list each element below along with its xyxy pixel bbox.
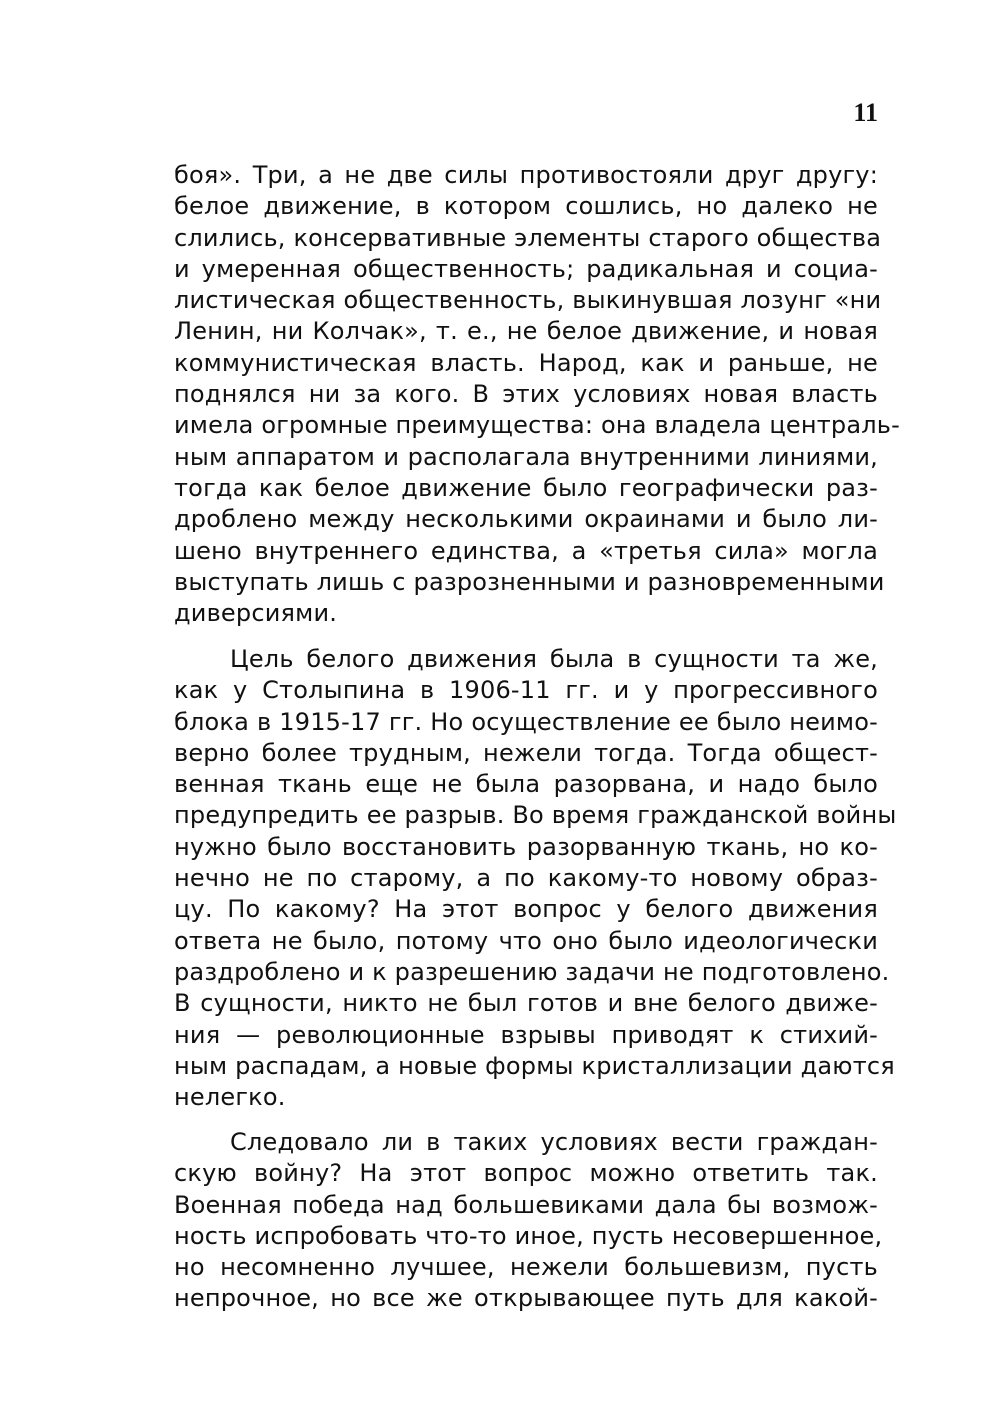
text-line: нечно не по старому, а по какому-то новому образ- [174, 864, 878, 893]
text-line: непрочное, но все же открывающее путь для какой- [174, 1284, 878, 1313]
text-line: нелегко. [174, 1083, 286, 1112]
text-line: листическая общественность, выкинувшая лозунг «ни [174, 286, 882, 315]
text-line: Цель белого движения была в сущности та же, [230, 645, 878, 673]
text-line: шено внутреннего единства, а «третья сила» могла [174, 536, 878, 565]
text-line: Военная победа над большевиками дала бы возмож- [174, 1190, 878, 1219]
text-line: коммунистическая власть. Народ, как и раньше, не [174, 348, 878, 377]
text-line: ным аппаратом и располагала внутренними линиями, [174, 442, 878, 471]
text-line: ность испробовать что-то иное, пусть несовершенное, [174, 1221, 883, 1250]
text-line: тогда как белое движение было географически раз- [174, 473, 878, 502]
text-line: венная ткань еще не была разорвана, и надо было [174, 770, 878, 799]
text-line: предупредить ее разрыв. Во время гражданской войны [174, 801, 897, 830]
text-line: верно более трудным, нежели тогда. Тогда общест- [174, 738, 878, 767]
text-line: ния — революционные взрывы приводят к стихий- [174, 1020, 878, 1049]
text-line: цу. По какому? На этот вопрос у белого движения [174, 895, 878, 924]
text-line: В сущности, никто не был готов и вне белого движе- [174, 989, 878, 1018]
text-line: но несомненно лучшее, нежели большевизм, пусть [174, 1253, 878, 1282]
page-number: 11 [853, 98, 878, 127]
text-line: блока в 1915-17 гг. Но осуществление ее было неимо- [174, 707, 878, 736]
text-line: нужно было восстановить разорванную ткань, но ко- [174, 832, 878, 861]
text-line: поднялся ни за кого. В этих условиях новая власть [174, 380, 878, 409]
text-line: как у Столыпина в 1906-11 гг. и у прогрессивного [174, 676, 878, 705]
text-line: скую войну? На этот вопрос можно ответить так. [174, 1159, 878, 1188]
text-line: Ленин, ни Колчак», т. е., не белое движение, и новая [174, 317, 878, 346]
text-line: имела огромные преимущества: она владела централь- [174, 411, 901, 440]
paragraph-1 [174, 160, 901, 629]
text-line: слились, консервативные элементы старого общества [174, 223, 882, 252]
text-line: ответа не было, потому что оно было идеологически [174, 926, 878, 955]
text-line: Следовало ли в таких условиях вести граждан- [230, 1128, 878, 1156]
text-line: дроблено между несколькими окраинами и было ли- [174, 505, 878, 534]
text-line: белое движение, в котором сошлись, но далеко не [174, 192, 878, 221]
paragraph-2 [174, 644, 897, 1113]
text-line: ным распадам, а новые формы кристаллизации даются [174, 1051, 895, 1080]
text-line: раздроблено и к разрешению задачи не подготовлено. [174, 957, 890, 986]
text-line: боя». Три, а не две силы противостояли друг другу: [174, 161, 878, 189]
text-line: диверсиями. [174, 599, 338, 628]
text-line: выступать лишь с разрозненными и разновременными [174, 567, 885, 596]
paragraph-3 [174, 1127, 883, 1315]
text-line: и умеренная общественность; радикальная и социа- [174, 254, 878, 283]
